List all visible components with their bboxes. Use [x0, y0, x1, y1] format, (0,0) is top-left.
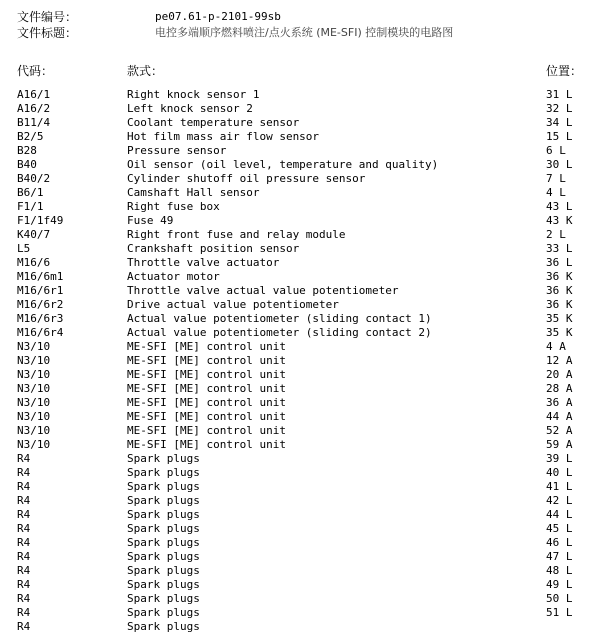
table-row	[0, 102, 613, 116]
component-code: M16/6m1	[17, 270, 64, 283]
component-code: R4	[17, 508, 31, 521]
component-code: R4	[17, 592, 31, 605]
table-row	[0, 158, 613, 172]
component-position: 36 K	[546, 284, 573, 297]
component-position: 36 K	[546, 270, 573, 283]
component-code: B40/2	[17, 172, 51, 185]
component-position: 44 L	[546, 508, 573, 521]
table-row	[0, 228, 613, 242]
component-description: Spark plugs	[127, 564, 200, 577]
table-row	[0, 242, 613, 256]
component-position: 6 L	[546, 144, 566, 157]
component-position: 20 A	[546, 368, 573, 381]
component-position: 49 L	[546, 578, 573, 591]
table-row	[0, 340, 613, 354]
component-code: N3/10	[17, 340, 51, 353]
table-row	[0, 536, 613, 550]
component-position: 34 L	[546, 116, 573, 129]
component-code: F1/1	[17, 200, 44, 213]
component-code: B2/5	[17, 130, 44, 143]
table-row	[0, 578, 613, 592]
component-position: 48 L	[546, 564, 573, 577]
component-description: ME-SFI [ME] control unit	[127, 396, 286, 409]
component-code: L5	[17, 242, 31, 255]
component-code: M16/6r4	[17, 326, 64, 339]
component-code: R4	[17, 578, 31, 591]
component-description: Spark plugs	[127, 466, 200, 479]
table-row	[0, 494, 613, 508]
component-position: 46 L	[546, 536, 573, 549]
table-row	[0, 452, 613, 466]
table-row	[0, 116, 613, 130]
component-position: 31 L	[546, 88, 573, 101]
table-row	[0, 354, 613, 368]
table-row	[0, 186, 613, 200]
component-code: M16/6r3	[17, 312, 64, 325]
component-position: 40 L	[546, 466, 573, 479]
component-code: N3/10	[17, 396, 51, 409]
table-row	[0, 508, 613, 522]
table-row	[0, 396, 613, 410]
component-description: Spark plugs	[127, 592, 200, 605]
component-description: ME-SFI [ME] control unit	[127, 424, 286, 437]
table-row	[0, 312, 613, 326]
table-row	[0, 410, 613, 424]
table-row	[0, 88, 613, 102]
table-row	[0, 564, 613, 578]
component-position: 4 L	[546, 186, 566, 199]
component-code: N3/10	[17, 410, 51, 423]
component-code: N3/10	[17, 438, 51, 451]
component-table	[0, 88, 613, 634]
table-row	[0, 270, 613, 284]
component-code: F1/1f49	[17, 214, 64, 227]
component-position: 2 L	[546, 228, 566, 241]
table-row	[0, 130, 613, 144]
component-description: ME-SFI [ME] control unit	[127, 354, 286, 367]
component-code: R4	[17, 606, 31, 619]
table-row	[0, 466, 613, 480]
component-description: Throttle valve actuator	[127, 256, 280, 269]
component-position: 51 L	[546, 606, 573, 619]
component-code: A16/1	[17, 88, 51, 101]
component-description: ME-SFI [ME] control unit	[127, 382, 286, 395]
component-description: Right fuse box	[127, 200, 220, 213]
component-description: Right front fuse and relay module	[127, 228, 346, 241]
component-position: 4 A	[546, 340, 566, 353]
component-code: R4	[17, 564, 31, 577]
component-description: Spark plugs	[127, 578, 200, 591]
component-description: Crankshaft position sensor	[127, 242, 300, 255]
component-code: K40/7	[17, 228, 51, 241]
component-code: B6/1	[17, 186, 44, 199]
component-description: Hot film mass air flow sensor	[127, 130, 320, 143]
column-header-code: 代码：	[17, 64, 54, 78]
component-position: 28 A	[546, 382, 573, 395]
component-code: R4	[17, 620, 31, 633]
component-position: 7 L	[546, 172, 566, 185]
table-row	[0, 592, 613, 606]
component-code: R4	[17, 480, 31, 493]
table-row	[0, 550, 613, 564]
column-header-position: 位置：	[546, 64, 583, 78]
table-row	[0, 214, 613, 228]
component-description: Drive actual value potentiometer	[127, 298, 339, 311]
component-description: Cylinder shutoff oil pressure sensor	[127, 172, 366, 185]
component-code: N3/10	[17, 354, 51, 367]
component-position: 44 A	[546, 410, 573, 423]
component-code: R4	[17, 466, 31, 479]
table-row	[0, 298, 613, 312]
component-code: R4	[17, 550, 31, 563]
table-row	[0, 606, 613, 620]
component-description: ME-SFI [ME] control unit	[127, 410, 286, 423]
component-description: Spark plugs	[127, 536, 200, 549]
component-description: Spark plugs	[127, 508, 200, 521]
table-row	[0, 256, 613, 270]
component-description: Spark plugs	[127, 606, 200, 619]
component-code: M16/6r2	[17, 298, 64, 311]
component-position: 59 A	[546, 438, 573, 451]
table-row	[0, 424, 613, 438]
component-position: 36 L	[546, 256, 573, 269]
component-description: Left knock sensor 2	[127, 102, 253, 115]
component-code: B28	[17, 144, 37, 157]
component-description: Spark plugs	[127, 494, 200, 507]
component-code: R4	[17, 522, 31, 535]
component-description: Right knock sensor 1	[127, 88, 260, 101]
table-row	[0, 284, 613, 298]
table-row	[0, 480, 613, 494]
component-position: 43 K	[546, 214, 573, 227]
table-row	[0, 326, 613, 340]
component-description: Spark plugs	[127, 620, 200, 633]
component-description: Spark plugs	[127, 452, 200, 465]
doc-number-value: pe07.61-p-2101-99sb	[155, 10, 281, 23]
component-description: Pressure sensor	[127, 144, 227, 157]
component-code: N3/10	[17, 368, 51, 381]
component-position: 52 A	[546, 424, 573, 437]
column-header-description: 款式：	[127, 64, 164, 78]
component-position: 50 L	[546, 592, 573, 605]
component-position: 41 L	[546, 480, 573, 493]
component-description: Oil sensor (oil level, temperature and quality)	[127, 158, 439, 171]
component-position: 32 L	[546, 102, 573, 115]
table-row	[0, 368, 613, 382]
component-description: Actual value potentiometer (sliding contact 1)	[127, 312, 432, 325]
component-code: R4	[17, 452, 31, 465]
component-position: 36 K	[546, 298, 573, 311]
component-description: Actuator motor	[127, 270, 220, 283]
doc-title-value: 电控多端顺序燃料喷注/点火系统 (ME-SFI) 控制模块的电路图	[155, 26, 454, 39]
component-code: M16/6r1	[17, 284, 64, 297]
table-row	[0, 522, 613, 536]
component-code: M16/6	[17, 256, 51, 269]
component-code: R4	[17, 536, 31, 549]
component-description: Spark plugs	[127, 522, 200, 535]
table-row	[0, 172, 613, 186]
component-code: N3/10	[17, 382, 51, 395]
component-position: 33 L	[546, 242, 573, 255]
component-position: 15 L	[546, 130, 573, 143]
table-row	[0, 382, 613, 396]
component-code: B11/4	[17, 116, 51, 129]
component-position: 47 L	[546, 550, 573, 563]
component-position: 12 A	[546, 354, 573, 367]
component-position: 35 K	[546, 312, 573, 325]
component-description: Spark plugs	[127, 480, 200, 493]
table-row	[0, 438, 613, 452]
component-position: 42 L	[546, 494, 573, 507]
component-description: Fuse 49	[127, 214, 174, 227]
component-position: 43 L	[546, 200, 573, 213]
component-position: 39 L	[546, 452, 573, 465]
component-code: A16/2	[17, 102, 51, 115]
component-position: 45 L	[546, 522, 573, 535]
component-position: 35 K	[546, 326, 573, 339]
component-position: 36 A	[546, 396, 573, 409]
table-row	[0, 144, 613, 158]
component-position: 30 L	[546, 158, 573, 171]
component-description: ME-SFI [ME] control unit	[127, 368, 286, 381]
component-description: Camshaft Hall sensor	[127, 186, 260, 199]
component-code: R4	[17, 494, 31, 507]
component-code: N3/10	[17, 424, 51, 437]
component-description: Spark plugs	[127, 550, 200, 563]
component-description: Actual value potentiometer (sliding contact 2)	[127, 326, 432, 339]
component-description: ME-SFI [ME] control unit	[127, 438, 286, 451]
component-description: ME-SFI [ME] control unit	[127, 340, 286, 353]
component-description: Coolant temperature sensor	[127, 116, 300, 129]
table-row	[0, 620, 613, 634]
table-row	[0, 200, 613, 214]
component-description: Throttle valve actual value potentiometer	[127, 284, 399, 297]
doc-number-label: 文件编号：	[17, 10, 78, 24]
doc-title-label: 文件标题：	[17, 26, 78, 40]
component-code: B40	[17, 158, 37, 171]
